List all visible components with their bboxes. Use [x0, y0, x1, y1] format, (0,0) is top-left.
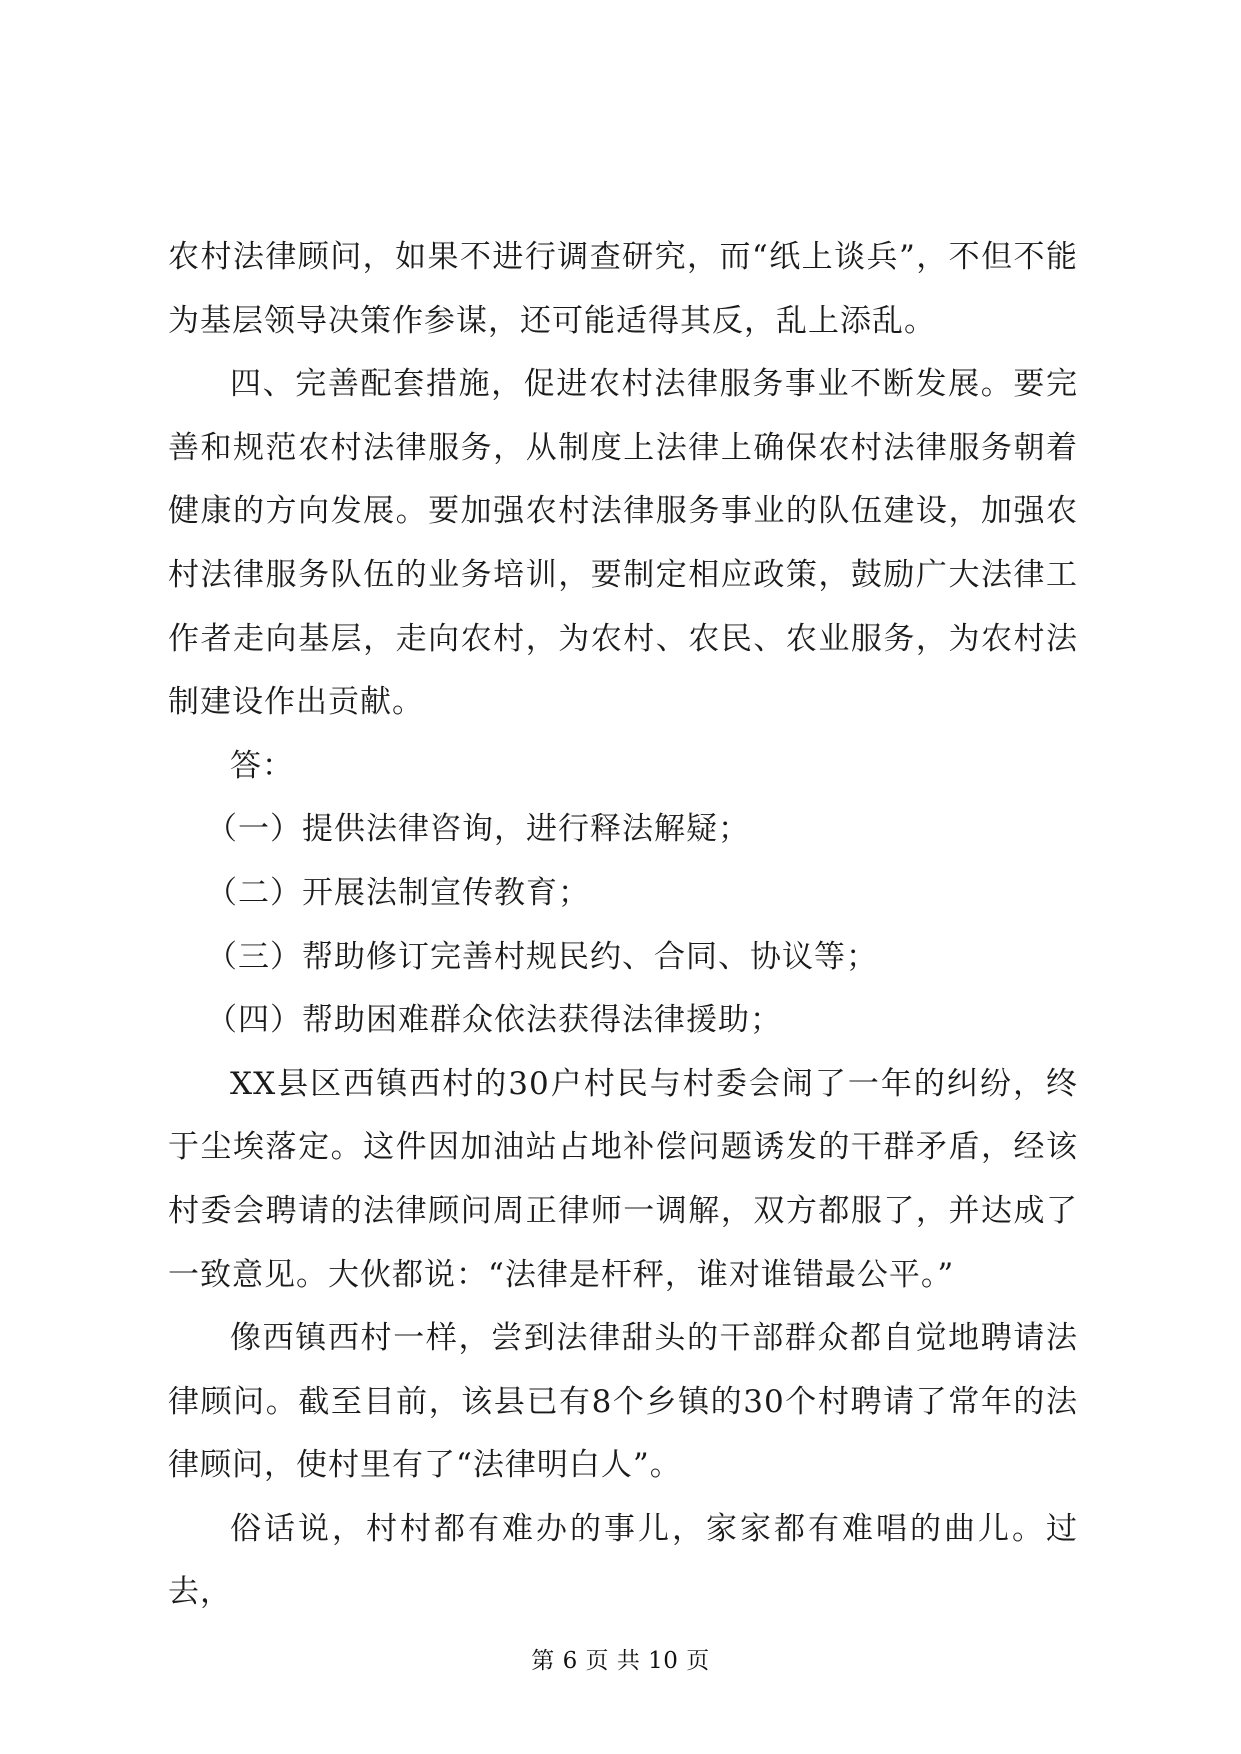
list-item: （一）提供法律咨询，进行释法解疑； — [206, 811, 750, 848]
page-number-footer: 第 6 页 共 10 页 — [531, 1648, 710, 1674]
paragraph-proverb: 俗话说，村村都有难办的事儿，家家都有难唱的曲儿。过去， — [168, 1510, 1078, 1611]
paragraph-answer-heading: 答： — [230, 747, 294, 784]
document-body — [168, 226, 1078, 1625]
list-item: （二）开展法制宣传教育； — [206, 874, 590, 911]
paragraph-section-four: 四、完善配套措施，促进农村法律服务事业不断发展。要完善和规范农村法律服务，从制度上法律上确保农村法律服务朝着健康的方向发展。要加强农村法律服务事业的队伍建设，加强农村法律服务队伍的业务培训，要制定相应政策，鼓励广大法律工作者走向基层，走向农村，为农村、农民、农业服务，为农村法制建设作出贡献。 — [168, 366, 1078, 721]
list-item: （三）帮助修订完善村规民约、合同、协议等； — [206, 938, 878, 975]
list-item: （四）帮助困难群众依法获得法律援助； — [206, 1002, 782, 1039]
paragraph-legal-advisors: 像西镇西村一样，尝到法律甜头的干部群众都自觉地聘请法律顾问。截至目前，该县已有8个乡镇的30个村聘请了常年的法律顾问，使村里有了“法律明白人”。 — [168, 1320, 1078, 1484]
paragraph-case-story: XX县区西镇西村的30户村民与村委会闹了一年的纠纷，终于尘埃落定。这件因加油站占地补偿问题诱发的干群矛盾，经该村委会聘请的法律顾问周正律师一调解，双方都服了，并达成了一致意见。大伙都说：“法律是杆秤，谁对谁错最公平。” — [168, 1065, 1078, 1293]
paragraph-continuation: 农村法律顾问，如果不进行调查研究，而“纸上谈兵”，不但不能为基层领导决策作参谋，还可能适得其反，乱上添乱。 — [168, 239, 1078, 339]
